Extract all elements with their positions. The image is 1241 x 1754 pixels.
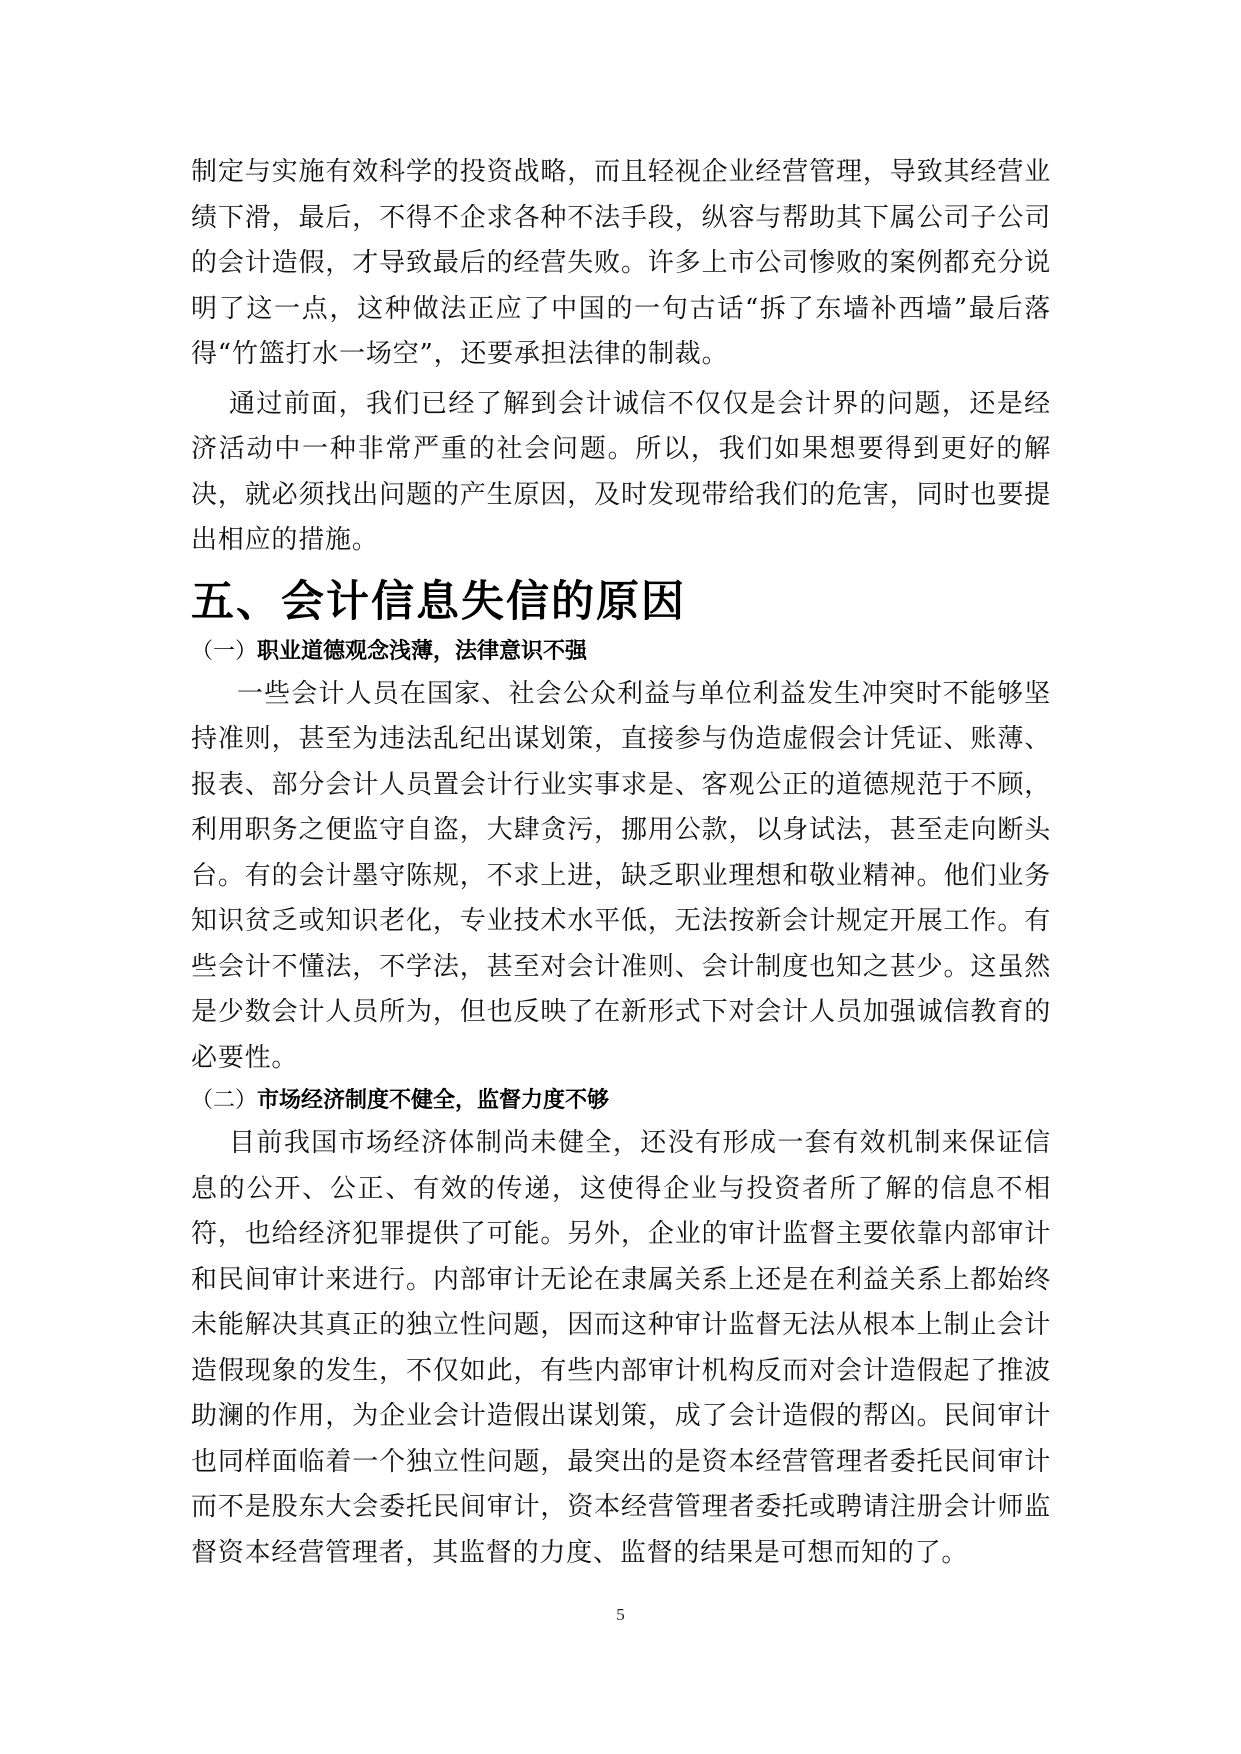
section-title: 五、会计信息失信的原因 bbox=[191, 576, 686, 627]
page-number: 5 bbox=[616, 1605, 625, 1624]
subsection-1-heading bbox=[191, 632, 1051, 672]
subsection-2-title: 市场经济制度不健全，监督力度不够 bbox=[257, 1088, 610, 1113]
subsection-1-number: （一） bbox=[191, 638, 258, 664]
subsection-1-body: 一些会计人员在国家、社会公众利益与单位利益发生冲突时不能够坚持准则，甚至为违法乱纪出谋划策，直接参与伪造虚假会计凭证、账薄、报表、部分会计人员置会计行业实事求是、客观公正的道德规范于不顾，利用职务之便监守自盗，大肆贪污，挪用公款，以身试法，甚至走向断头台。有的会计墨守陈规，不求上进，缺乏职业理想和敬业精神。他们业务知识贫乏或知识老化，专业技术水平低，无法按新会计规定开展工作。有些会计不懂法，不学法，甚至对会计准则、会计制度也知之甚少。这虽然是少数会计人员所为，但也反映了在新形式下对会计人员加强诚信教育的必要性。 bbox=[191, 678, 1051, 1073]
subsection-1-title: 职业道德观念浅薄，法律意识不强 bbox=[257, 638, 588, 664]
subsection-2-body: 目前我国市场经济体制尚未健全，还没有形成一套有效机制来保证信息的公开、公正、有效的传递，这使得企业与投资者所了解的信息不相符，也给经济犯罪提供了可能。另外，企业的审计监督主要依靠内部审计和民间审计来进行。内部审计无论在隶属关系上还是在利益关系上都始终未能解决其真正的独立性问题，因而这种审计监督无法从根本上制止会计造假现象的发生，不仅如此，有些内部审计机构反而对会计造假起了推波助澜的作用，为企业会计造假出谋划策，成了会计造假的帮凶。民间审计也同样面临着一个独立性问题，最突出的是资本经营管理者委托民间审计而不是股东大会委托民间审计，资本经营管理者委托或聘请注册会计师监督资本经营管理者，其监督的力度、监督的结果是可想而知的了。 bbox=[191, 1128, 1051, 1568]
subsection-2-number: （二） bbox=[191, 1088, 258, 1113]
intro-paragraph-1: 制定与实施有效科学的投资战略，而且轻视企业经营管理，导致其经营业绩下滑，最后，不得不企求各种不法手段，纵容与帮助其下属公司子公司的会计造假，才导致最后的经营失败。许多上市公司惨败的案例都充分说明了这一点，这种做法正应了中国的一句古话“拆了东墙补西墙”最后落得“竹篮打水一场空”，还要承担法律的制裁。 bbox=[191, 157, 1051, 369]
subsection-2-heading bbox=[191, 1081, 1051, 1121]
intro-paragraph-2: 通过前面，我们已经了解到会计诚信不仅仅是会计界的问题，还是经济活动中一种非常严重的社会问题。所以，我们如果想要得到更好的解决，就必须找出问题的产生原因，及时发现带给我们的危害，同时也要提出相应的措施。 bbox=[191, 388, 1051, 555]
page-content bbox=[191, 150, 1051, 1576]
